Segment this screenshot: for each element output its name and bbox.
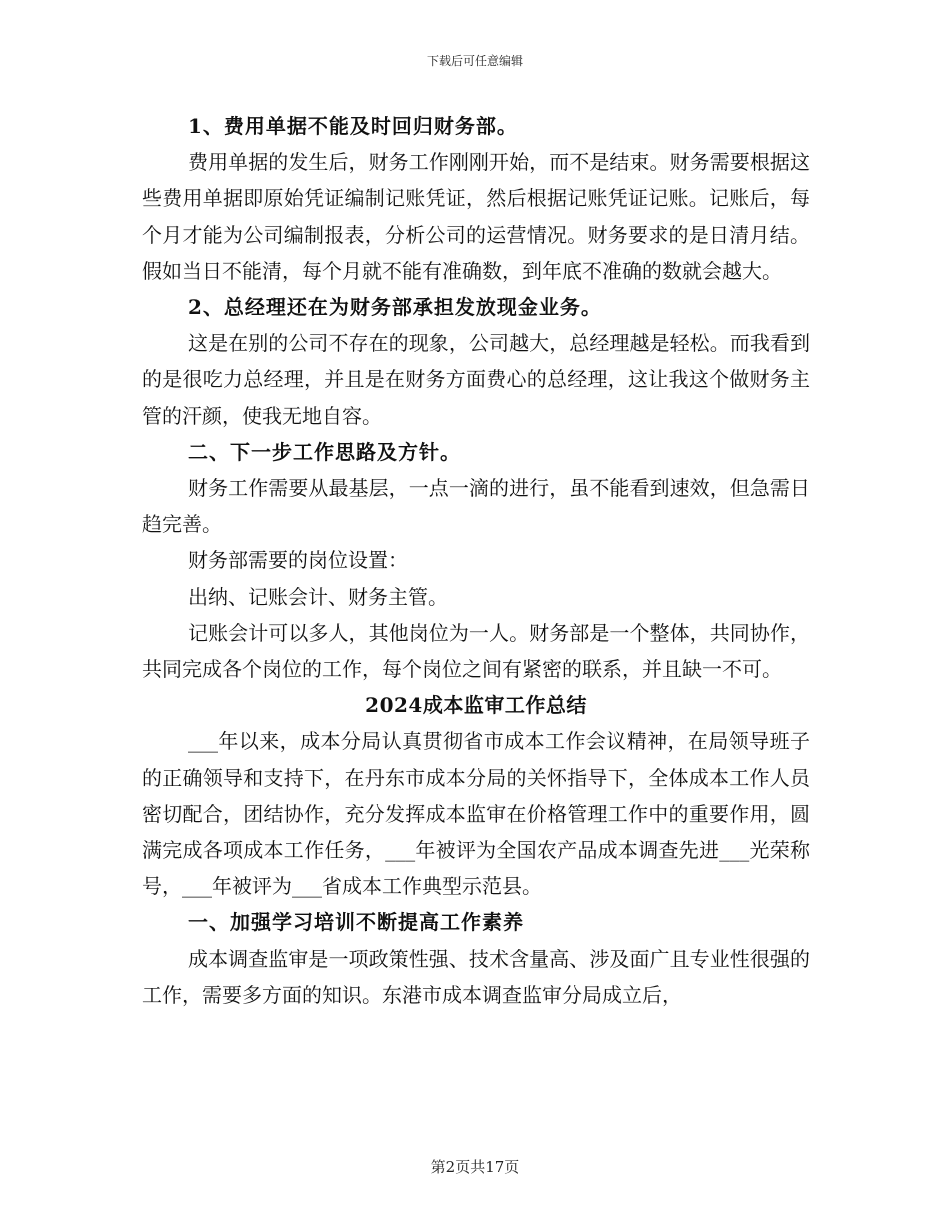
- document-title: 2024成本监审工作总结: [365, 693, 587, 718]
- body-paragraph: 财务工作需要从最基层，一点一滴的进行，虽不能看到速效，但急需日趋完善。: [142, 476, 810, 537]
- body-paragraph: 这是在别的公司不存在的现象，公司越大，总经理越是轻松。而我看到的是很吃力总经理，并且是在财务方面费心的总经理，这让我这个做财务主管的汗颜，使我无地自容。: [142, 331, 810, 428]
- section-heading: 二、下一步工作思路及方针。: [188, 439, 461, 464]
- body-paragraph: 财务部需要的岗位设置：: [188, 548, 408, 573]
- section-heading: 一、加强学习培训不断提高工作素养: [188, 910, 524, 935]
- section-heading: 1、费用单据不能及时回归财务部。: [188, 114, 518, 138]
- section-heading: 2、总经理还在为财务部承担发放现金业务。: [188, 295, 602, 320]
- document-body: [142, 108, 810, 1013]
- body-paragraph: 费用单据的发生后，财务工作刚刚开始，而不是结束。财务需要根据这些费用单据即原始凭证编制记账凭证，然后根据记账凭证记账。记账后，每个月才能为公司编制报表，分析公司的运营情况。财务要求的是日清月结。假如当日不能清，每个月就不能有准确数，到年底不准确的数就会越大。: [142, 150, 810, 283]
- page-footer: 第2页共17页: [430, 1158, 520, 1176]
- body-paragraph: 成本调查监审是一项政策性强、技术含量高、涉及面广且专业性很强的工作，需要多方面的知识。东港市成本调查监审分局成立后，: [142, 946, 810, 1007]
- body-paragraph: ___年以来，成本分局认真贯彻省市成本工作会议精神，在局领导班子的正确领导和支持下，在丹东市成本分局的关怀指导下，全体成本工作人员密切配合，团结协作，充分发挥成本监审在价格管理工作中的重要作用，圆满完成各项成本工作任务，___年被评为全国农产品成本调查先进___光荣称号，___年被评为___省成本工作典型示范县。: [142, 729, 810, 899]
- page-header: 下载后可任意编辑: [426, 54, 523, 68]
- body-paragraph: 记账会计可以多人，其他岗位为一人。财务部是一个整体，共同协作，共同完成各个岗位的工作，每个岗位之间有紧密的联系，并且缺一不可。: [142, 620, 810, 682]
- body-paragraph: 出纳、记账会计、财务主管。: [188, 584, 448, 609]
